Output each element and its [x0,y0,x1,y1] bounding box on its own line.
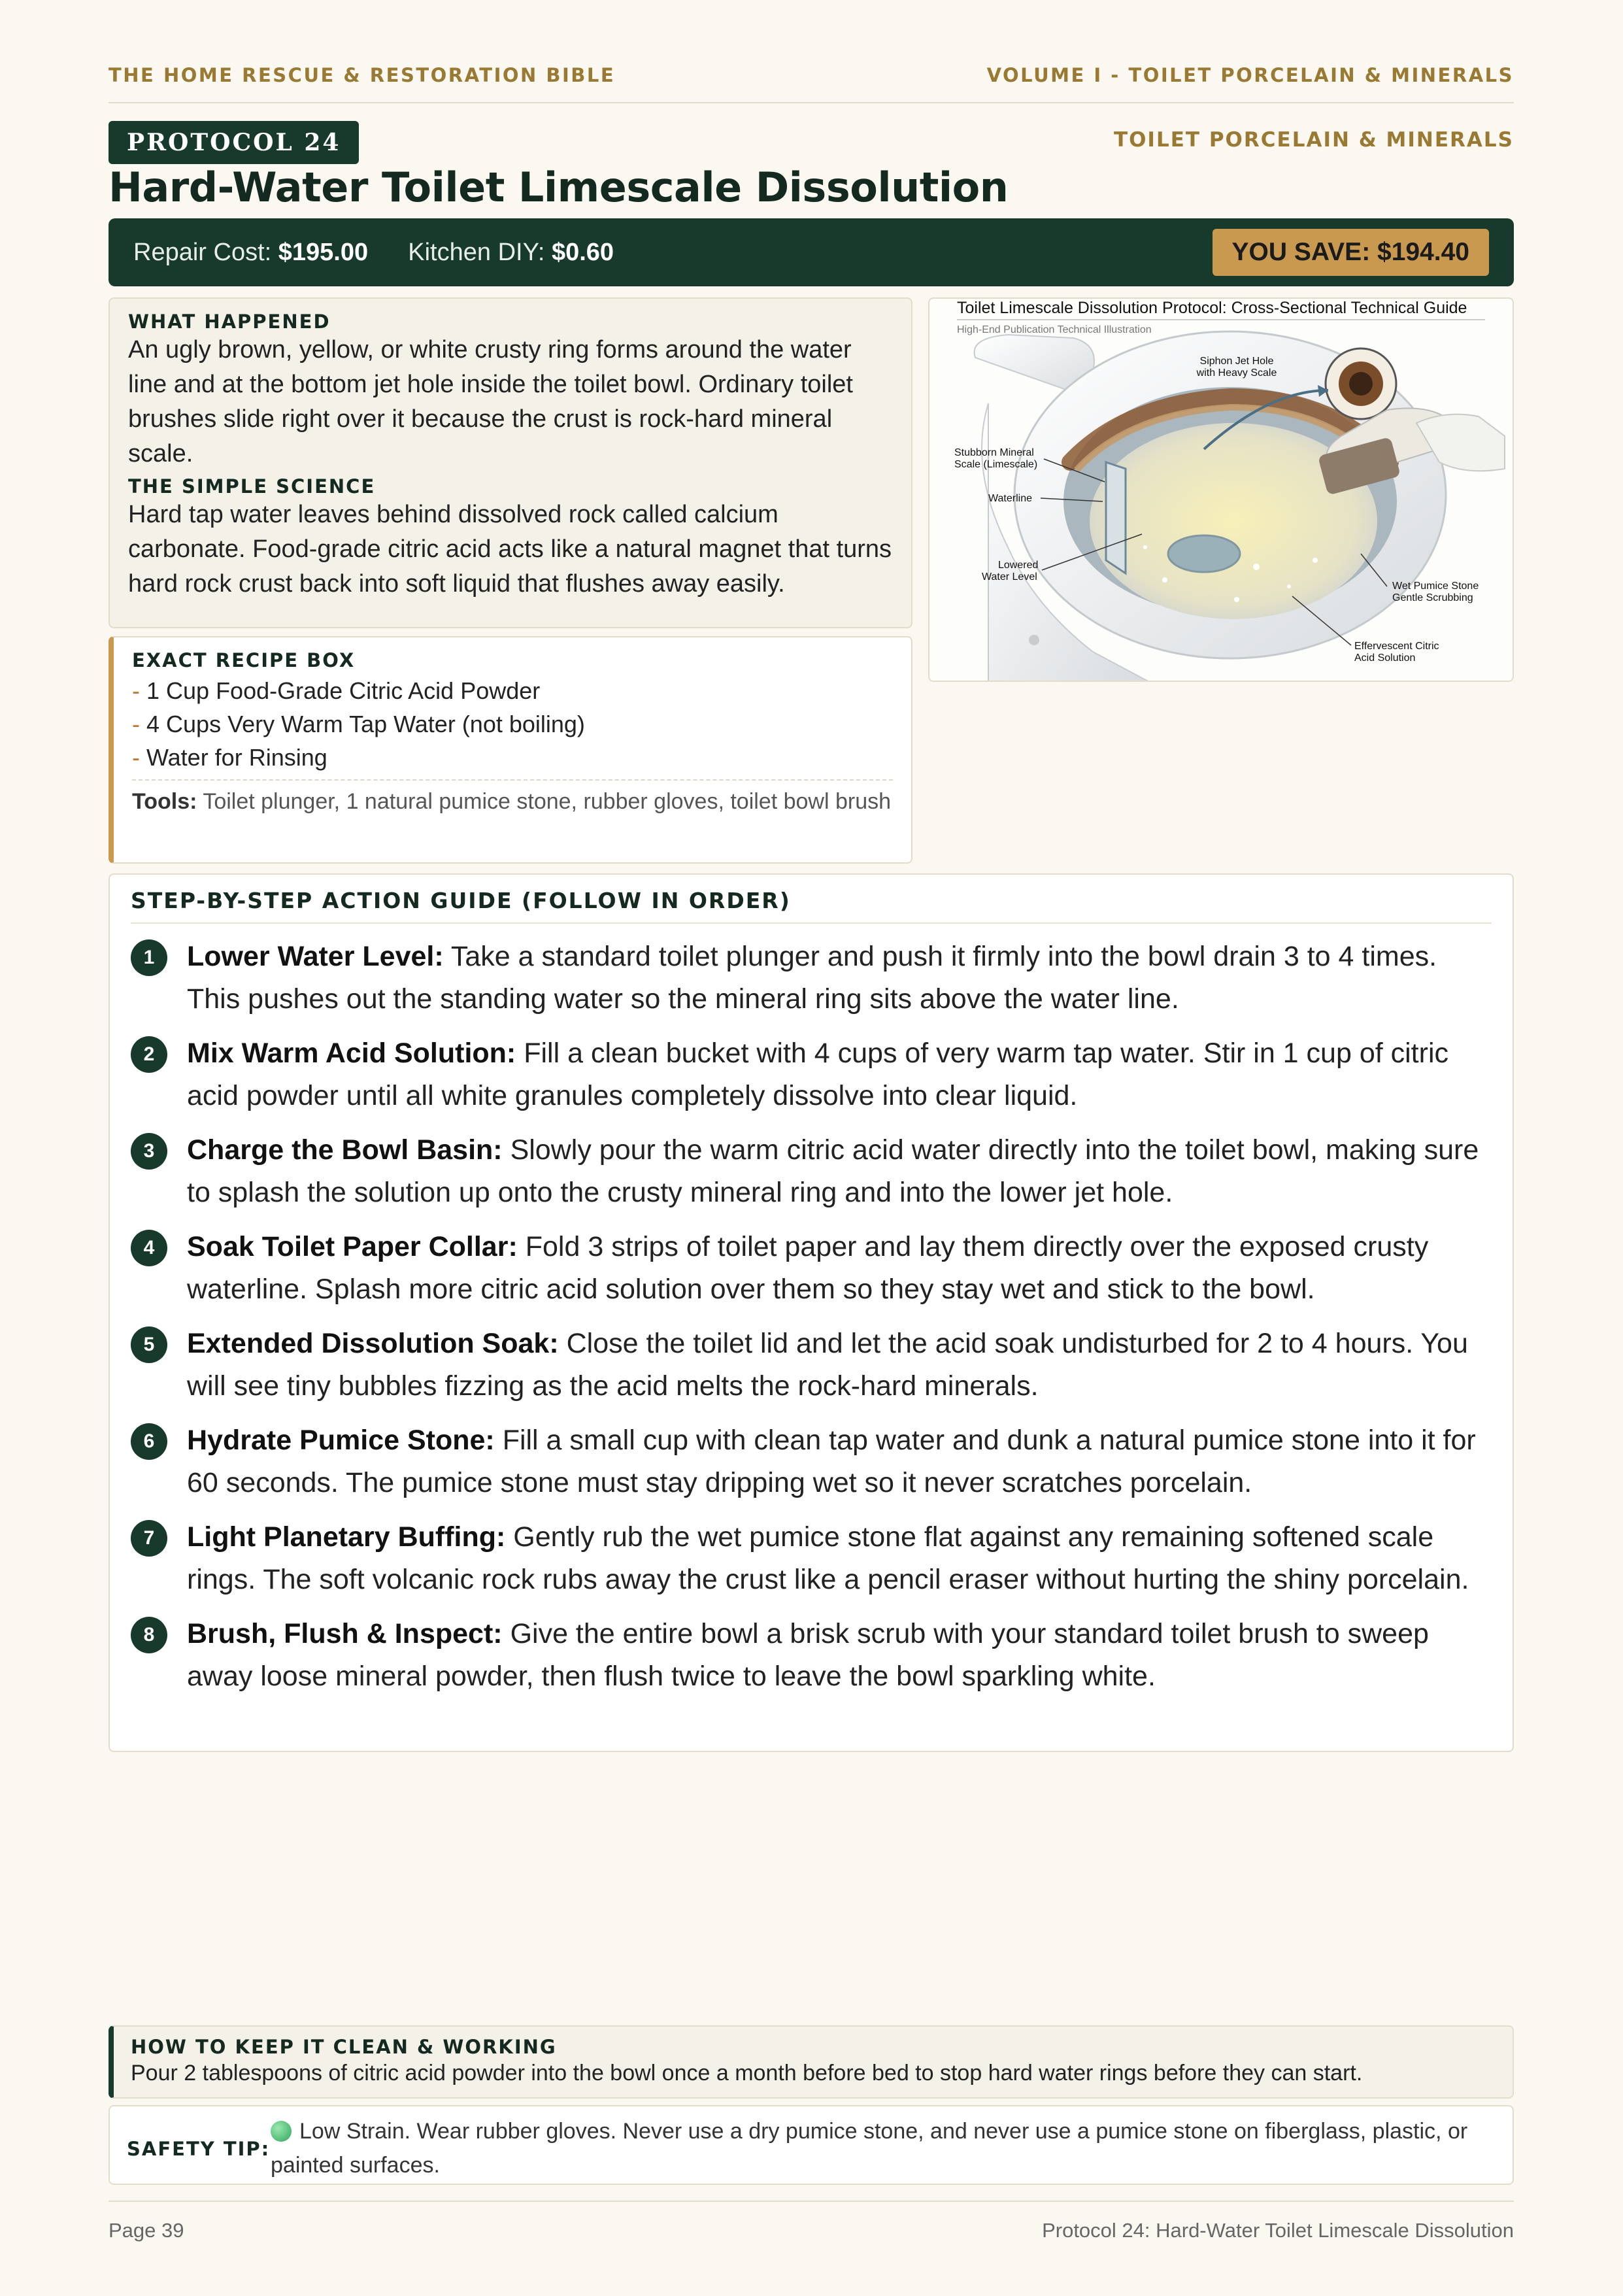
scale-label-2: Scale (Limescale) [954,459,1038,470]
what-happened-text: An ugly brown, yellow, or white crusty ring forms around the water line and at the bottom jet hole inside the toilet bowl. Ordinary toilet brushes slide right over it because the crust is rock-hard mineral scale. [128,336,853,467]
figure-title: Toilet Limescale Dissolution Protocol: Cross-Sectional Technical Guide [957,299,1467,317]
step-title: Lower Water Level: [187,941,444,972]
effervescent-label-2: Acid Solution [1354,652,1416,664]
category-label: TOILET PORCELAIN & MINERALS [1113,128,1514,152]
science-text: Hard tap water leaves behind dissolved rock called calcium carbonate. Food-grade citric acid acts like a natural magnet that turns hard rock crust back into soft liquid that flushes away easily. [128,501,892,598]
step-body: Fill a small cup with clean tap water and dunk a natural pumice stone into it for 60 seconds. The pumice stone must stay dripping wet so it never scratches porcelain. [187,1425,1476,1498]
recipe-item: - Water for Rinsing [132,744,327,771]
step-body: Fill a clean bucket with 4 cups of very warm tap water. Stir in 1 cup of citric acid powder until all white granules completely dissolve into clear liquid. [187,1038,1448,1111]
tools-label: Tools: [132,789,197,814]
waterline-label: Waterline [988,493,1032,504]
footer-reference: Protocol 24: Hard-Water Toilet Limescale Dissolution [1042,2219,1514,2242]
step-body: Take a standard toilet plunger and push it firmly into the bowl drain 3 to 4 times. This pushes out the standing water so the mineral ring sits above the water line. [187,941,1437,1015]
step-item [131,1323,1492,1408]
steps-label: STEP-BY-STEP ACTION GUIDE (FOLLOW IN ORDER) [131,885,1492,924]
step-number: 4 [131,1230,167,1266]
recipe-item: - 4 Cups Very Warm Tap Water (not boiling) [132,711,585,737]
step-text [187,1419,1492,1504]
steps-card [109,873,1514,1752]
diy-cost-label: Kitchen DIY: [408,238,545,266]
step-number: 8 [131,1617,167,1653]
recipe-box [109,636,912,864]
recipe-item: - 1 Cup Food-Grade Citric Acid Powder [132,677,541,704]
step-title: Mix Warm Acid Solution: [187,1038,516,1069]
what-happened-label: WHAT HAPPENED [128,311,331,333]
maintenance-label: HOW TO KEEP IT CLEAN & WORKING [131,2036,557,2058]
lowered-label-2: Water Level [982,571,1037,582]
repair-cost-value: $195.00 [278,238,369,266]
page-footer [109,2201,1514,2242]
book-title: THE HOME RESCUE & RESTORATION BIBLE [109,64,616,86]
step-text [187,1516,1492,1601]
siphon-label-1: Siphon Jet Hole [1199,356,1274,367]
diy-cost-value: $0.60 [551,238,614,266]
figure-subtitle: High-End Publication Technical Illustration [957,324,1152,335]
maintenance-text: Pour 2 tablespoons of citric acid powder into the bowl once a month before bed to stop hard water rings before they can start. [131,2061,1363,2085]
siphon-label-2: with Heavy Scale [1196,367,1277,379]
technical-illustration [928,297,1514,682]
step-item [131,1613,1492,1698]
step-item [131,1419,1492,1504]
step-item [131,1226,1492,1311]
step-number: 2 [131,1036,167,1073]
step-text [187,1032,1492,1117]
science-label: THE SIMPLE SCIENCE [128,475,376,498]
pumice-label-2: Gentle Scrubbing [1392,592,1473,603]
recipe-list [132,674,893,774]
safety-text-wrap [271,2114,1496,2182]
step-text [187,1226,1492,1311]
cost-summary [133,239,614,267]
step-body: Fold 3 strips of toilet paper and lay them directly over the exposed crusty waterline. Splash more citric acid solution over them so they stay wet and stick to the bowl. [187,1231,1429,1305]
step-item [131,936,1492,1021]
scale-label-1: Stubborn Mineral [954,447,1034,458]
green-status-dot-icon [271,2121,292,2142]
safety-card [109,2105,1514,2185]
maintenance-card [109,2025,1514,2099]
safety-text: Low Strain. Wear rubber gloves. Never use a dry pumice stone, and never use a pumice stone on fiberglass, plastic, or painted surfaces. [271,2119,1468,2178]
toilet-cross-section-diagram [929,299,1514,682]
what-happened-card [109,297,912,628]
savings-badge: YOU SAVE: $194.40 [1213,229,1489,276]
step-title: Hydrate Pumice Stone: [187,1425,495,1456]
volume-title: VOLUME I - TOILET PORCELAIN & MINERALS [986,64,1514,86]
step-body: Gently rub the wet pumice stone flat against any remaining softened scale rings. The soft volcanic rock rubs away the crust like a pencil eraser without hurting the shiny porcelain. [187,1521,1469,1595]
lowered-label-1: Lowered [998,560,1039,571]
step-text [187,936,1492,1021]
running-header [109,64,1514,103]
step-body: Give the entire bowl a brisk scrub with your standard toilet brush to sweep away loose mineral powder, then flush twice to leave the bowl sparkling white. [187,1618,1429,1692]
step-item [131,1516,1492,1601]
step-number: 7 [131,1520,167,1557]
pumice-label-1: Wet Pumice Stone [1392,581,1479,592]
safety-label: SAFETY TIP: [127,2138,271,2160]
step-body: Slowly pour the warm citric acid water directly into the toilet bowl, making sure to splash the solution up onto the crusty mineral ring and into the lower jet hole. [187,1134,1479,1208]
step-body: Close the toilet lid and let the acid soak undisturbed for 2 to 4 hours. You will see tiny bubbles fizzing as the acid melts the rock-hard minerals. [187,1328,1468,1402]
step-title: Light Planetary Buffing: [187,1521,506,1553]
page-number: Page 39 [109,2219,184,2242]
effervescent-label-1: Effervescent Citric [1354,641,1439,652]
protocol-tag: PROTOCOL 24 [109,121,359,164]
tools-line [132,779,893,818]
step-title: Brush, Flush & Inspect: [187,1618,503,1649]
step-text [187,1129,1492,1214]
page-title: Hard-Water Toilet Limescale Dissolution [109,163,1009,211]
step-title: Charge the Bowl Basin: [187,1134,503,1166]
tools-text: Toilet plunger, 1 natural pumice stone, rubber gloves, toilet bowl brush [203,789,892,814]
step-number: 1 [131,939,167,976]
step-item [131,1129,1492,1214]
step-title: Extended Dissolution Soak: [187,1328,559,1359]
recipe-label: EXACT RECIPE BOX [132,649,356,671]
repair-cost-label: Repair Cost: [133,238,272,266]
step-number: 6 [131,1423,167,1460]
step-title: Soak Toilet Paper Collar: [187,1231,518,1262]
step-number: 5 [131,1326,167,1363]
step-number: 3 [131,1133,167,1170]
step-text [187,1613,1492,1698]
step-item [131,1032,1492,1117]
cost-bar [109,218,1514,286]
step-text [187,1323,1492,1408]
